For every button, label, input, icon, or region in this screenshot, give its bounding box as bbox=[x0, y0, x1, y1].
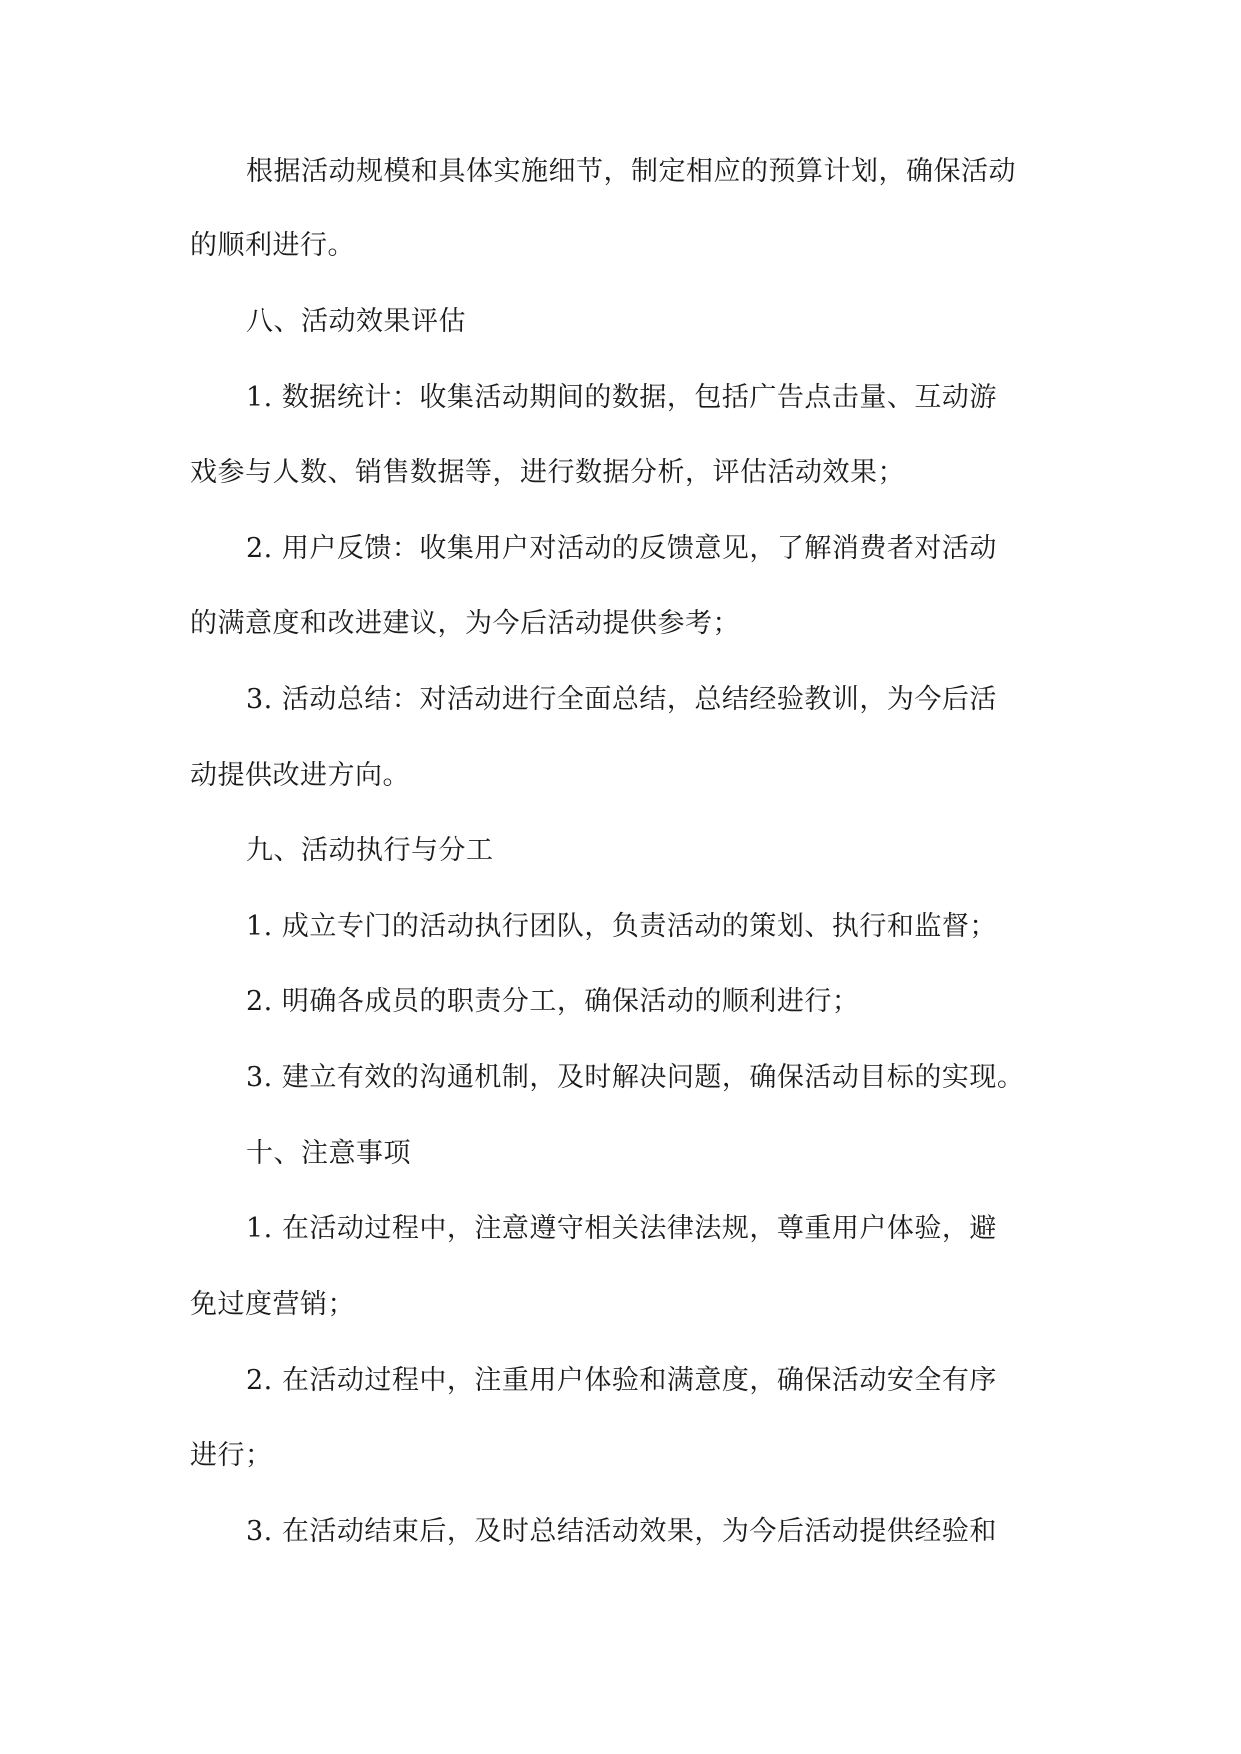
list-item-line: 进行； bbox=[190, 1440, 273, 1471]
section-heading: 十、注意事项 bbox=[246, 1138, 411, 1169]
list-item-line: 2. 用户反馈：收集用户对活动的反馈意见，了解消费者对活动 bbox=[246, 533, 997, 564]
list-item-line: 免过度营销； bbox=[190, 1289, 355, 1320]
list-item-line: 戏参与人数、销售数据等，进行数据分析，评估活动效果； bbox=[190, 457, 905, 488]
paragraph-line: 的顺利进行。 bbox=[190, 230, 355, 261]
list-item-line: 3. 在活动结束后，及时总结活动效果，为今后活动提供经验和 bbox=[246, 1516, 997, 1547]
list-item-line: 1. 成立专门的活动执行团队，负责活动的策划、执行和监督； bbox=[246, 911, 997, 942]
section-heading: 九、活动执行与分工 bbox=[246, 835, 494, 866]
paragraph-line: 根据活动规模和具体实施细节，制定相应的预算计划，确保活动 bbox=[246, 156, 1016, 187]
list-item-line: 2. 明确各成员的职责分工，确保活动的顺利进行； bbox=[246, 986, 860, 1017]
list-item-line: 3. 活动总结：对活动进行全面总结，总结经验教训，为今后活 bbox=[246, 684, 997, 715]
list-item-line: 动提供改进方向。 bbox=[190, 760, 410, 791]
list-item-line: 2. 在活动过程中，注重用户体验和满意度，确保活动安全有序 bbox=[246, 1365, 997, 1396]
section-heading: 八、活动效果评估 bbox=[246, 306, 466, 337]
list-item-line: 3. 建立有效的沟通机制，及时解决问题，确保活动目标的实现。 bbox=[246, 1062, 1025, 1093]
list-item-line: 的满意度和改进建议，为今后活动提供参考； bbox=[190, 608, 740, 639]
list-item-line: 1. 数据统计：收集活动期间的数据，包括广告点击量、互动游 bbox=[246, 382, 997, 413]
list-item-line: 1. 在活动过程中，注意遵守相关法律法规，尊重用户体验，避 bbox=[246, 1213, 997, 1244]
